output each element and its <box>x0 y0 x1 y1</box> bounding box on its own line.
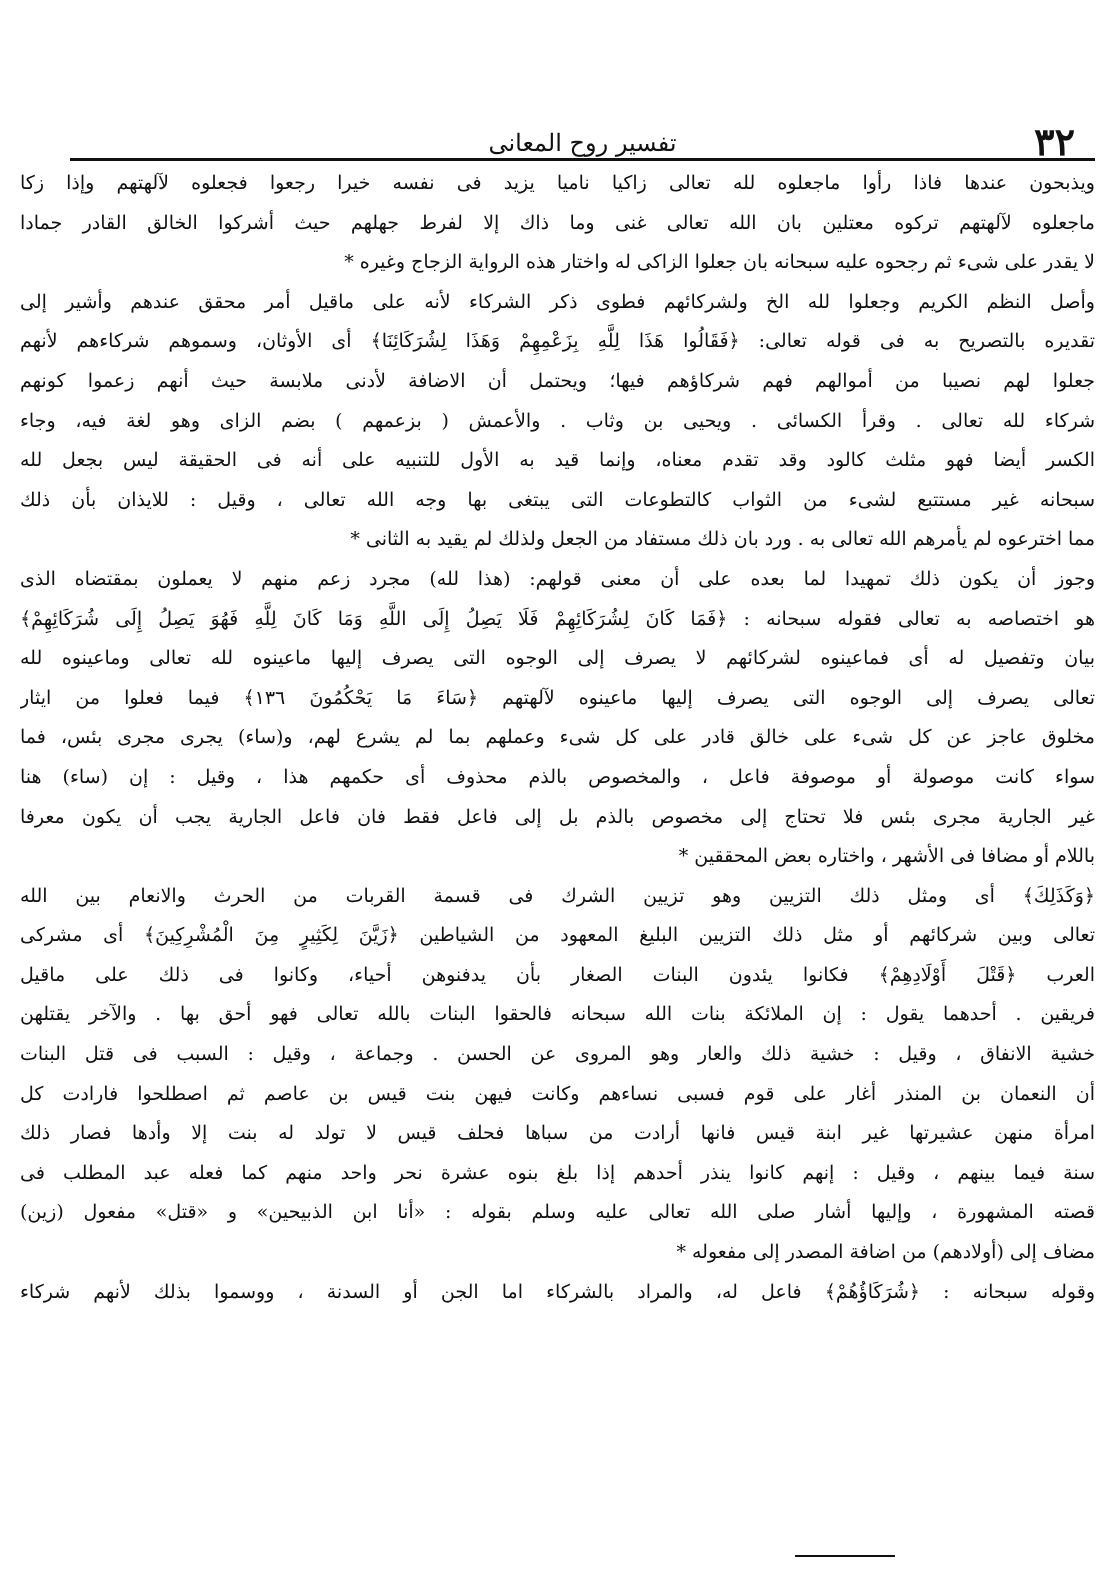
text-line: بيان وتفصيل له أى فماعينوه لشركائهم لا يصرف إلى الوجوه التى يصرف إليها ماعينوه لله تعالى وماعينوه لله <box>20 647 1095 670</box>
text-line: سنة فيما بينهم ، وقيل : إنهم كانوا ينذر أحدهم إذا بلغ بنوه عشرة نحر واحد منهم كما فعله عبد المطلب فى <box>20 1161 1095 1184</box>
text-line: سبحانه غير مستتبع لشىء من الثواب كالتطوعات التى يبتغى بها وجه الله تعالى ، وقيل : للايذان بأن ذلك <box>20 488 1095 511</box>
text-line: ماجعلوه لآلهتهم تركوه معتلين بان الله تعالى غنى وما ذاك إلا لفرط جهلهم حيث أشركوا الخالق القادر جمادا <box>20 211 1095 234</box>
text-line: وقوله سبحانه : ﴿شُرَكَاؤُهُمْ﴾ فاعل له، والمراد بالشركاء اما الجن أو السدنة ، ووسموا بذلك لأنهم شركاء <box>20 1280 1095 1303</box>
body-text <box>20 164 1095 1312</box>
text-line: لا يقدر على شىء ثم رجحوه عليه سبحانه بان جعلوا الزاكى له واختار هذه الرواية الزجاج وغيره * <box>344 251 1095 274</box>
text-line: ويذبحون عندها فاذا رأوا ماجعلوه لله تعالى زاكيا ناميا يزيد فى نفسه خيرا رجعوا فجعلوه لآلهتهم وإذا زكا <box>20 172 1095 194</box>
text-line: فريقين . أحدهما يقول : إن الملائكة بنات الله سبحانه فالحقوا البنات بالله تعالى فهو أحق بها . والآخر يقتلهن <box>20 1003 1095 1026</box>
text-line: مما اخترعوه لم يأمرهم الله تعالى به . ورد بان ذلك مستفاد من الجعل ولذلك لم يقيد به الثانى * <box>350 528 1095 551</box>
text-line: وأصل النظم الكريم وجعلوا لله الخ ولشركائهم فطوى ذكر الشركاء لأنه على ماقيل أمر محقق عندهم وأشير إلى <box>20 290 1095 313</box>
text-line: هو اختصاصه به تعالى فقوله سبحانه : ﴿فَمَا كَانَ لِشُرَكَائِهِمْ فَلَا يَصِلُ إِلَى اللَّهِ وَمَا كَانَ لِلَّهِ فَهُوَ يَصِلُ إِلَى شُرَكَائِهِمْ﴾ <box>20 607 1095 630</box>
text-line: العرب ﴿قَتْلَ أَوْلَادِهِمْ﴾ فكانوا يئدون البنات الصغار بأن يدفنوهن أحياء، وكانوا فى ذلك على ماقيل <box>20 963 1095 986</box>
text-line: باللام أو مضافا فى الأشهر ، واختاره بعض المحققين * <box>678 845 1095 868</box>
running-title: تفسير روح المعانى <box>488 129 677 157</box>
text-line: شركاء لله تعالى . وقرأ الكسائى . ويحيى بن وثاب . والأعمش ( بزعمهم ) بضم الزاى وهو لغة فيه، وجاء <box>20 409 1095 432</box>
footer-rule <box>795 1555 895 1557</box>
text-line: جعلوا لهم نصيبا من أموالهم فهم شركاؤهم فيها؛ ويحتمل أن الاضافة لأدنى ملابسة حيث أنهم زعموا كونهم <box>20 369 1095 392</box>
text-line: مخلوق عاجز عن كل شىء على خالق قادر على كل شىء وعملهم بما لم يشرع لهم، و(ساء) يجرى مجرى بئس، فما <box>20 726 1095 749</box>
page-number: ٣٢ <box>1034 119 1075 164</box>
text-line: غير الجارية مجرى بئس فلا تحتاج إلى مخصوص بالذم بل إلى فاعل فقط فان فاعل الجارية يجب أن يكون معرفا <box>20 805 1095 828</box>
text-line: خشية الانفاق ، وقيل : خشية ذلك والعار وهو المروى عن الحسن . وجماعة ، وقيل : السبب فى قتل البنات <box>20 1043 1095 1066</box>
text-line: تقديره بالتصريح به فى قوله تعالى: ﴿فَقَالُوا هَذَا لِلَّهِ بِزَعْمِهِمْ وَهَذَا لِشُرَكَائِنَا﴾ أى الأوثان، وسموهم شركاءهم لأنهم <box>20 330 1095 353</box>
text-line: تعالى وبين شركائهم أو مثل ذلك التزيين البليغ المعهود من الشياطين ﴿زَيَّنَ لِكَثِيرٍ مِنَ الْمُشْرِكِينَ﴾ أى مشركى <box>20 924 1095 947</box>
text-line: سواء كانت موصولة أو موصوفة فاعل ، والمخصوص بالذم محذوف أى حكمهم هذا ، وقيل : إن (ساء) هنا <box>20 765 1095 788</box>
text-line: تعالى يصرف إلى الوجوه التى يصرف إليها ماعينوه لآلهتهم ﴿سَاءَ مَا يَحْكُمُونَ ١٣٦﴾ فيما فعلوا من ايثار <box>20 686 1095 709</box>
header-rule <box>70 158 1095 161</box>
text-line: أن النعمان بن المنذر أغار على قوم فسبى نساءهم وكانت فيهن بنت قيس بن عاصم ثم اصطلحوا فارادت كل <box>20 1082 1095 1105</box>
text-line: مضاف إلى (أولادهم) من اضافة المصدر إلى مفعوله * <box>676 1241 1095 1264</box>
text-line: وجوز أن يكون ذلك تمهيدا لما بعده على أن معنى قولهم: (هذا لله) مجرد زعم منهم لا يعملون بمقتضاه الذى <box>20 567 1095 590</box>
text-line: الكسر أيضا فهو مثلث كالود وقد تقدم معناه، وإنما قيد به الأول للتنبيه على أنه فى الحقيقة ليس بجعل لله <box>20 449 1095 472</box>
text-line: ﴿وَكَذَلِكَ﴾ أى ومثل ذلك التزيين وهو تزيين الشرك فى قسمة القربات من الحرث والانعام بين الله <box>20 884 1095 907</box>
text-line: امرأة منهن عشيرتها غير ابنة قيس فانها أرادت من سباها فحلف قيس لا تولد له بنت إلا وأدها فصار ذلك <box>20 1122 1095 1145</box>
text-line: قصته المشهورة ، وإليها أشار صلى الله تعالى عليه وسلم بقوله : «أنا ابن الذبيحين» و «قتل» مفعول (زين) <box>20 1201 1095 1224</box>
